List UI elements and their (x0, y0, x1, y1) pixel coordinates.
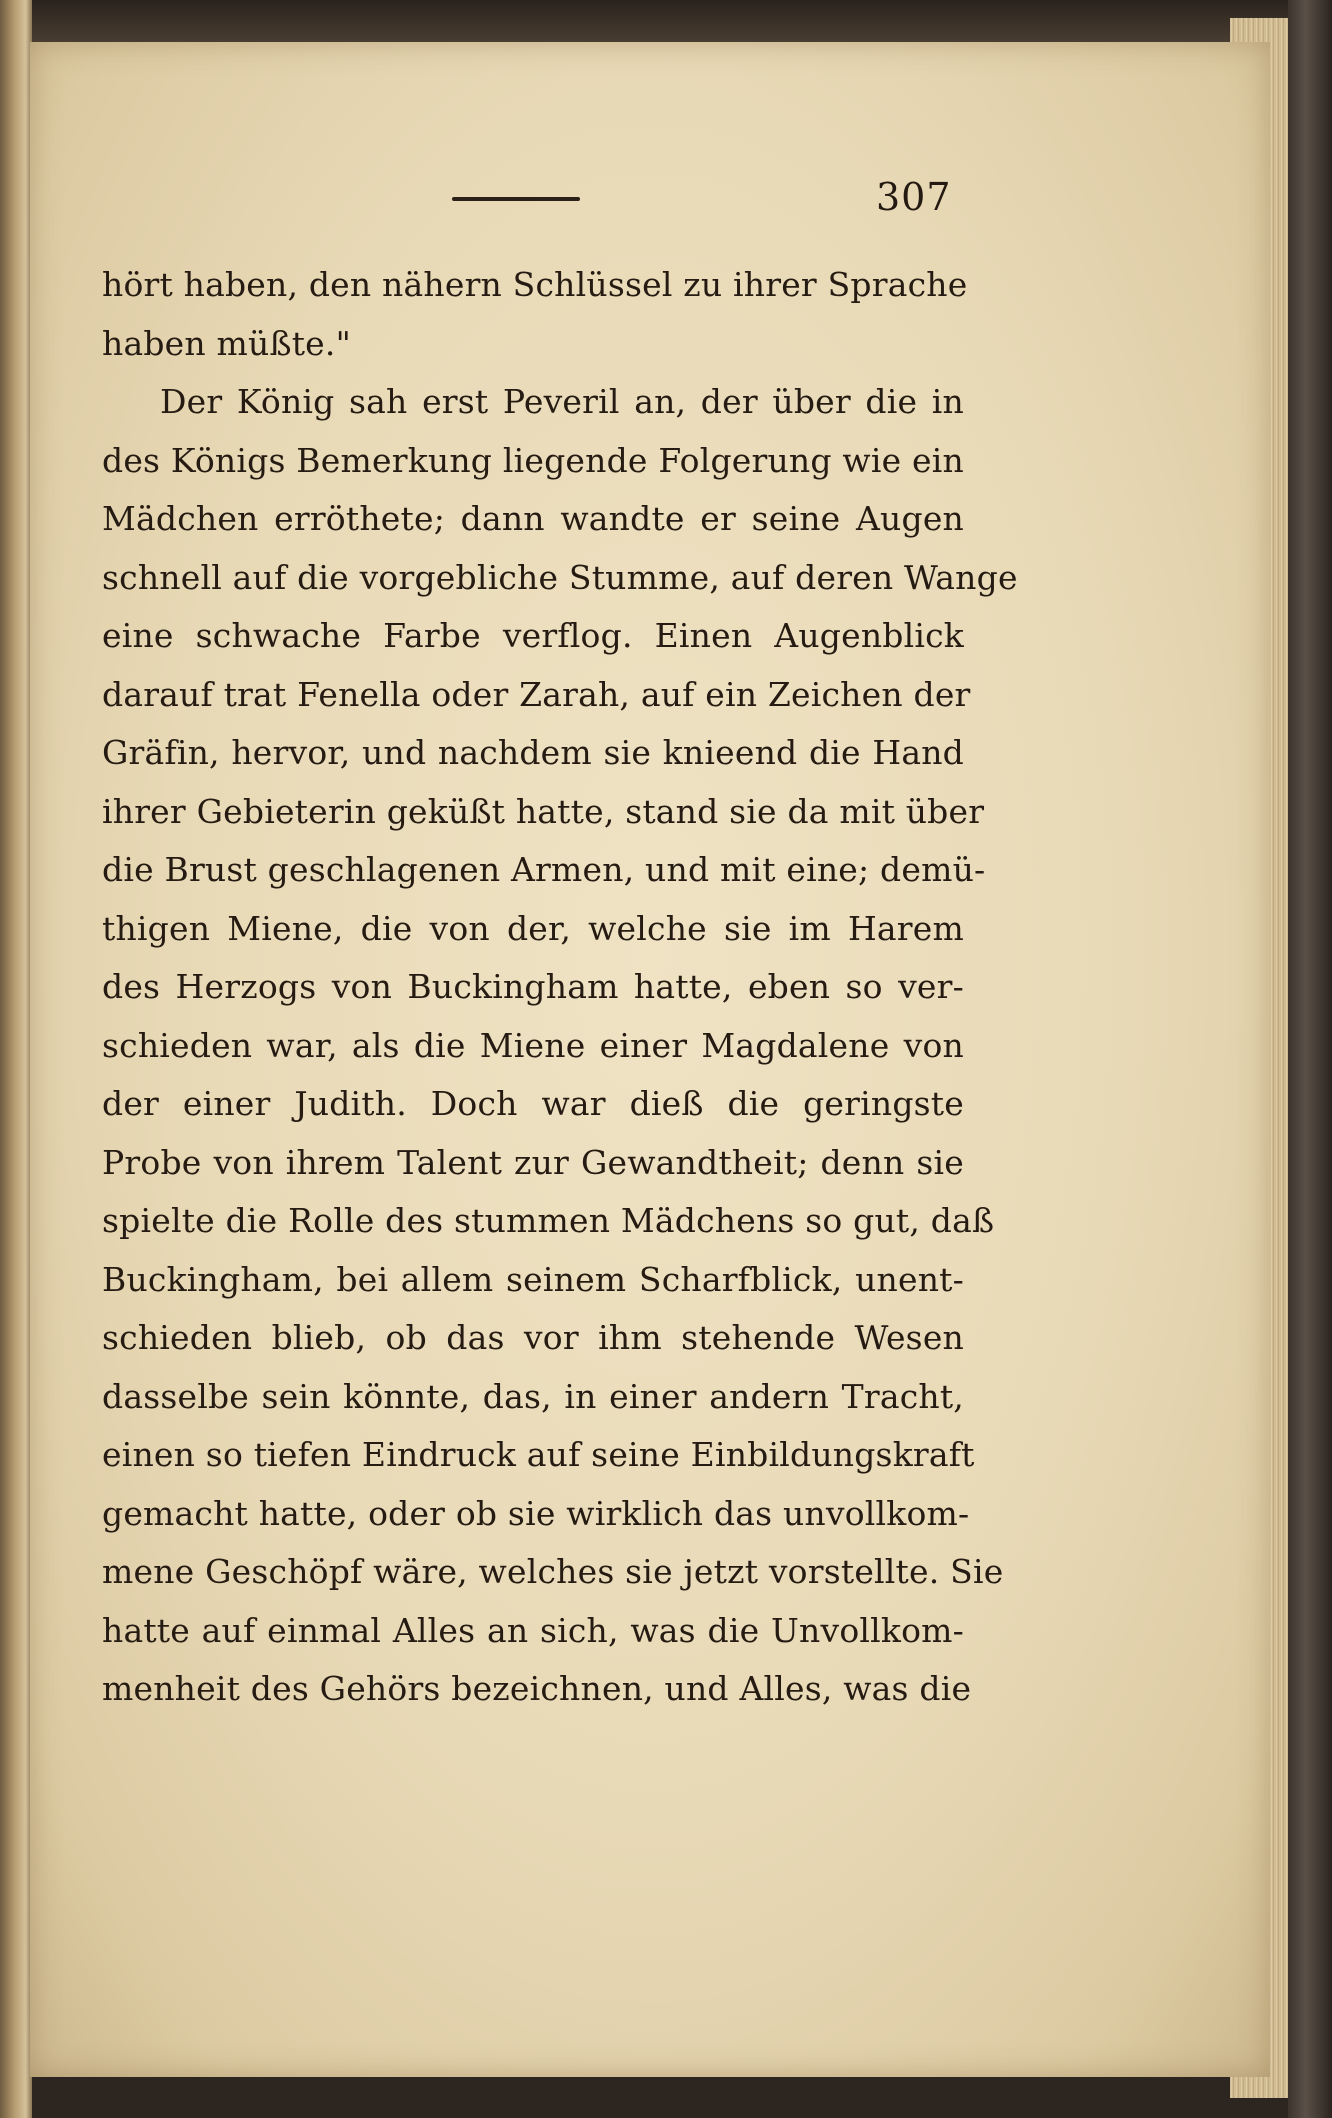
text-line: einen so tiefen Eindruck auf seine Einbildungskraft (102, 1435, 975, 1474)
book-cover (1288, 0, 1332, 2118)
text-line: der einer Judith. Doch war dieß die geringste (102, 1084, 964, 1123)
text-line: hatte auf einmal Alles an sich, was die Unvollkom- (102, 1610, 964, 1650)
text-line: des Herzogs von Buckingham hatte, eben so ver- (102, 967, 964, 1006)
text-line: Mädchen erröthete; dann wandte er seine Augen (102, 499, 964, 538)
text-line: schnell auf die vorgebliche Stumme, auf deren Wange (102, 557, 1018, 597)
text-line: die Brust geschlagenen Armen, und mit eine; demü- (102, 850, 986, 889)
text-line: gemacht hatte, oder ob sie wirklich das unvollkom- (102, 1493, 970, 1533)
text-line: mene Geschöpf wäre, welches sie jetzt vorstellte. Sie (102, 1552, 1004, 1591)
body-text (102, 256, 1018, 1719)
text-line: Buckingham, bei allem seinem Scharfblick, unent- (102, 1259, 964, 1299)
text-line: Probe von ihrem Talent zur Gewandtheit; denn sie (102, 1142, 964, 1182)
text-line: schieden blieb, ob das vor ihm stehende Wesen (102, 1318, 964, 1357)
binding-edge (0, 0, 32, 2118)
text-line: menheit des Gehörs bezeichnen, und Alles, was die (102, 1669, 972, 1708)
text-line: Gräfin, hervor, und nachdem sie knieend die Hand (102, 733, 964, 772)
text-line: hört haben, den nähern Schlüssel zu ihrer Sprache (102, 265, 968, 304)
text-line: thigen Miene, die von der, welche sie im Harem (102, 908, 964, 948)
top-shadow (0, 0, 1332, 44)
text-line: dasselbe sein könnte, das, in einer andern Tracht, (102, 1376, 964, 1416)
text-line: ihrer Gebieterin geküßt hatte, stand sie da mit über (102, 791, 985, 831)
text-line: eine schwache Farbe verflog. Einen Augenblick (102, 616, 964, 655)
text-line: spielte die Rolle des stummen Mädchens so gut, daß (102, 1201, 995, 1240)
text-line: Der König sah erst Peveril an, der über die in (160, 382, 964, 421)
text-line: schieden war, als die Miene einer Magdalene von (102, 1025, 964, 1065)
header-rule (452, 197, 580, 201)
text-line: darauf trat Fenella oder Zarah, auf ein Zeichen der (102, 674, 971, 714)
text-line: des Königs Bemerkung liegende Folgerung wie ein (102, 440, 964, 480)
page-number: 307 (876, 175, 952, 219)
text-line: haben müßte." (102, 323, 351, 363)
